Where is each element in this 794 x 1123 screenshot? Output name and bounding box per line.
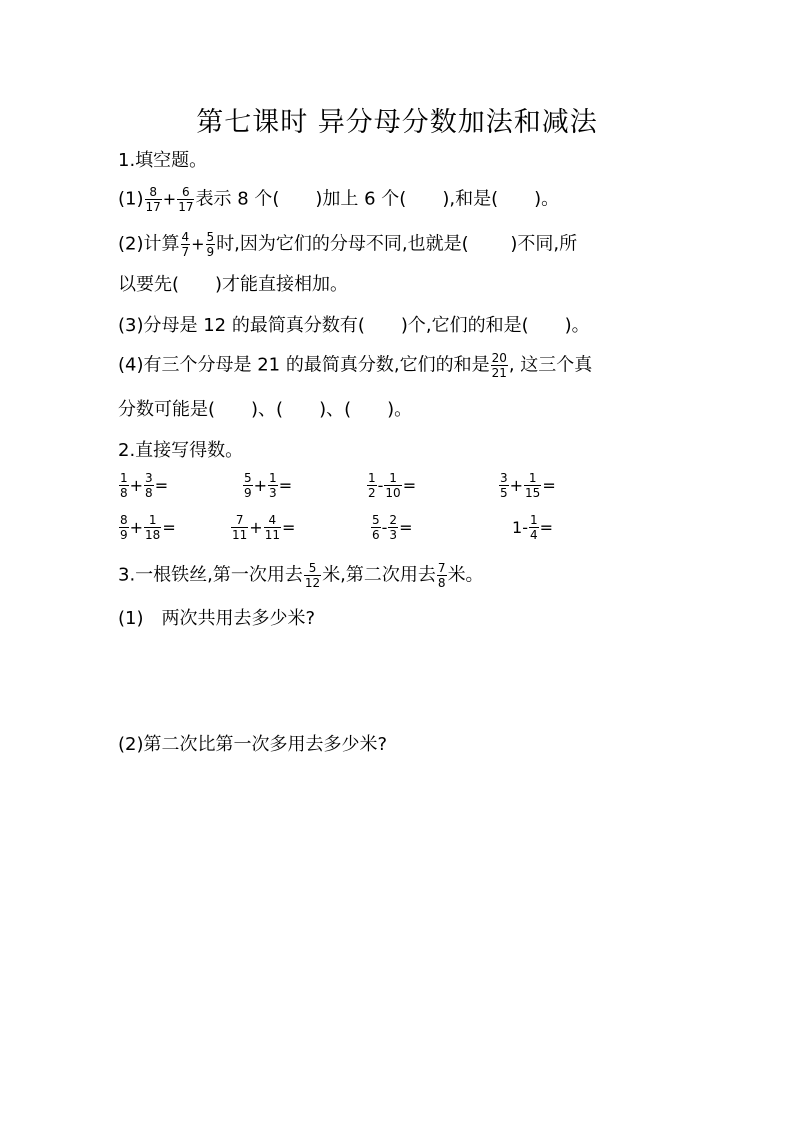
q1-p1-text: 表示 8 个( )加上 6 个( ),和是( )。 xyxy=(195,188,560,210)
q1-heading: 1.填空题。 xyxy=(118,150,208,171)
fraction: $\frac{5}{12}$ xyxy=(304,561,321,590)
fraction: $\frac{20}{21}$ xyxy=(491,351,507,380)
calc-item: $\frac{7}{11}$ + $\frac{4}{11}$ = xyxy=(232,513,296,542)
fraction: $\frac{4}{7}$ xyxy=(181,230,190,259)
q1-part4 xyxy=(118,352,592,379)
q1-p2-text: 时,因为它们的分母不同,也就是( )不同,所 xyxy=(216,233,578,255)
calc-item: $\frac{1}{2}$ - $\frac{1}{10}$ = xyxy=(368,471,417,500)
q1-p1-label: (1) xyxy=(118,188,144,210)
q1-p4-text: (4)有三个分母是 21 的最简真分数,它们的和是 xyxy=(118,354,490,376)
q1-part4-line2: 分数可能是( )、( )、( )。 xyxy=(118,399,413,420)
calc-item: $\frac{8}{9}$ + $\frac{1}{18}$ = xyxy=(120,513,176,542)
calc-item: 1- $\frac{1}{4}$ = xyxy=(512,513,554,542)
q3-text1: 3.一根铁丝,第一次用去 xyxy=(118,564,303,586)
fraction: $\frac{6}{17}$ xyxy=(178,185,194,214)
q3-sub1: (1) 两次共用去多少米? xyxy=(118,608,316,629)
q1-part1 xyxy=(118,186,559,213)
calc-item: $\frac{5}{6}$ - $\frac{2}{3}$ = xyxy=(372,513,413,542)
q1-p4-after: , 这三个真 xyxy=(508,354,593,376)
q1-part2 xyxy=(118,231,577,258)
q3-text2: 米,第二次用去 xyxy=(322,564,436,586)
calc-item: $\frac{1}{8}$ + $\frac{3}{8}$ = xyxy=(120,471,169,500)
fraction: $\frac{5}{9}$ xyxy=(206,230,215,259)
q3-sub2: (2)第二次比第一次多用去多少米? xyxy=(118,734,388,755)
fraction: $\frac{8}{17}$ xyxy=(145,185,161,214)
fraction: $\frac{7}{8}$ xyxy=(437,561,446,590)
page-title: 第七课时 异分母分数加法和减法 xyxy=(196,107,598,138)
calc-item: $\frac{5}{9}$ + $\frac{1}{3}$ = xyxy=(244,471,293,500)
plus-sign: + xyxy=(162,189,177,209)
q2-heading: 2.直接写得数。 xyxy=(118,440,244,461)
plus-sign: + xyxy=(191,234,205,254)
q1-p2-label: (2)计算 xyxy=(118,233,180,255)
q3-statement xyxy=(118,562,484,589)
q1-part3: (3)分母是 12 的最简真分数有( )个,它们的和是( )。 xyxy=(118,315,590,336)
q1-part2-line2: 以要先( )才能直接相加。 xyxy=(118,274,349,295)
q3-text3: 米。 xyxy=(447,564,484,586)
calc-item: $\frac{3}{5}$ + $\frac{1}{15}$ = xyxy=(500,471,556,500)
